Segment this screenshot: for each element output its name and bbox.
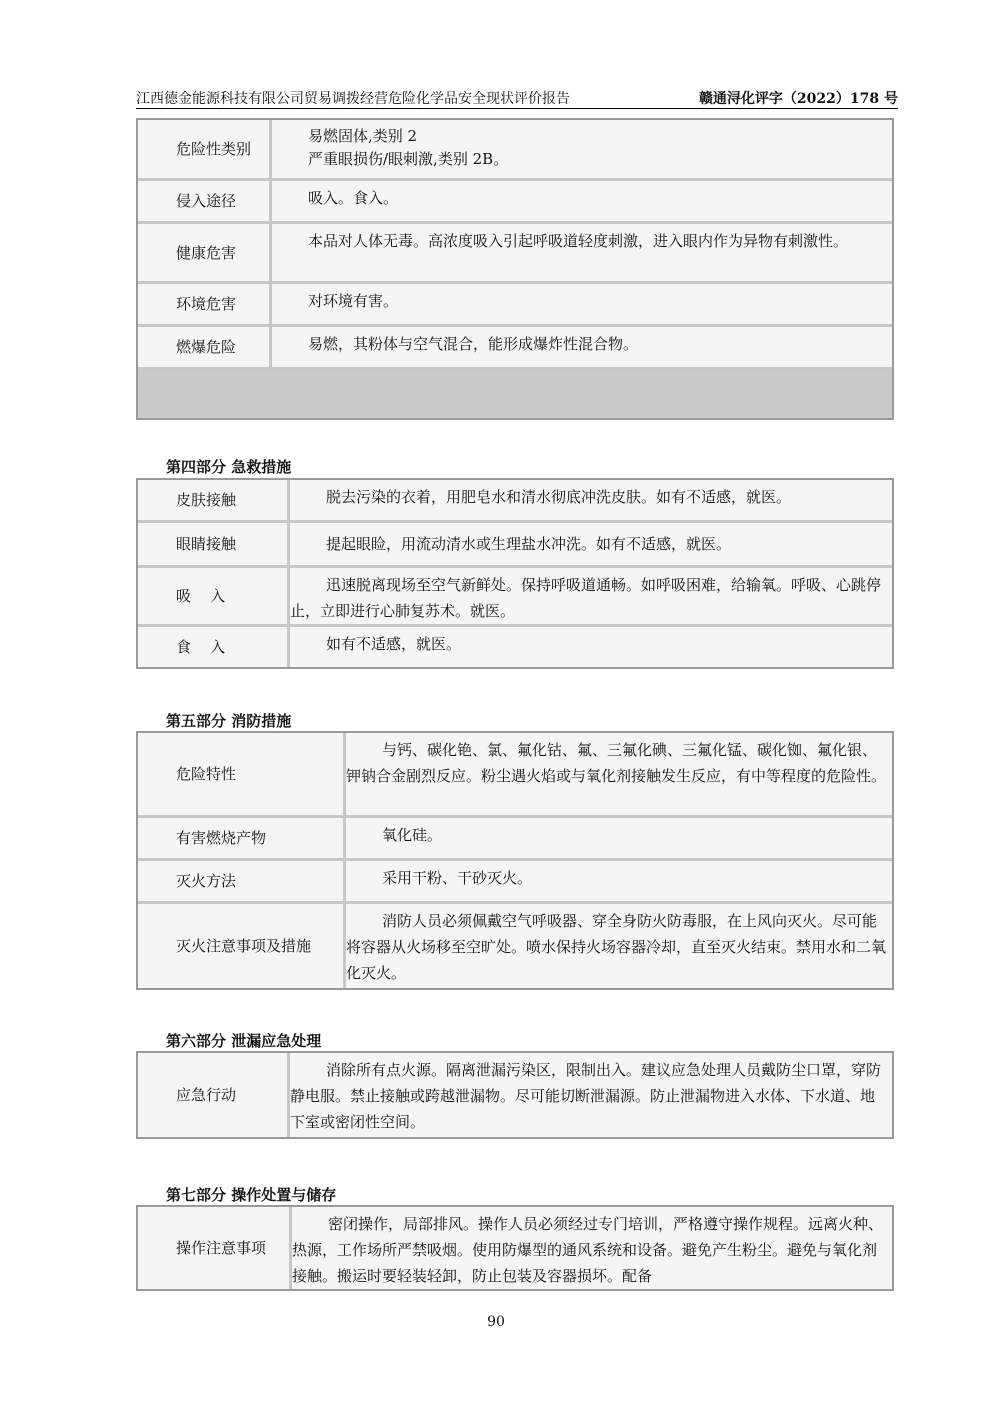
row-label: 食 入 bbox=[138, 627, 290, 667]
row-value bbox=[290, 1053, 892, 1137]
table-row bbox=[138, 327, 892, 370]
report-number: 赣通浔化评字（2022）178 号 bbox=[698, 91, 898, 107]
page-header bbox=[136, 88, 898, 109]
table-row bbox=[138, 181, 892, 224]
table-row bbox=[138, 818, 892, 861]
row-text: 提起眼睑，用流动清水或生理盐水冲洗。如有不适感，就医。 bbox=[326, 535, 732, 553]
row-text: 吸入。食入。 bbox=[308, 189, 399, 207]
report-title: 江西德金能源科技有限公司贸易调拨经营危险化学品安全现状评价报告 bbox=[136, 91, 570, 107]
row-label: 眼睛接触 bbox=[138, 523, 290, 565]
table-row bbox=[138, 480, 892, 523]
row-text: 消防人员必须佩戴空气呼吸器、穿全身防火防毒服，在上风向灭火。尽可能将容器从火场移至空旷处。喷水保持火场容器冷却，直至灭火结束。禁用水和二氧化灭火。 bbox=[346, 912, 887, 982]
hazard-class-line-1: 易燃固体,类别 2 bbox=[308, 127, 418, 145]
row-value bbox=[272, 284, 892, 324]
row-label: 操作注意事项 bbox=[138, 1207, 292, 1289]
table-row bbox=[138, 568, 892, 627]
row-label: 健康危害 bbox=[138, 224, 272, 281]
row-value bbox=[346, 861, 892, 901]
table-row bbox=[138, 627, 892, 667]
spill-response-table bbox=[136, 1051, 894, 1139]
row-label: 有害燃烧产物 bbox=[138, 818, 346, 858]
row-text: 氧化硅。 bbox=[382, 826, 443, 844]
table-row bbox=[138, 1207, 892, 1289]
row-text: 密闭操作，局部排风。操作人员必须经过专门培训，严格遵守操作规程。远离火种、热源，工作场所严禁吸烟。使用防爆型的通风系统和设备。避免产生粉尘。避免与氧化剂接触。搬运时要轻装轻卸，防止包装及容器损坏。配备 bbox=[292, 1215, 884, 1285]
row-value bbox=[290, 523, 892, 565]
first-aid-table bbox=[136, 478, 894, 669]
row-text: 消除所有点火源。隔离泄漏污染区，限制出入。建议应急处理人员戴防尘口罩，穿防静电服。禁止接触或跨越泄漏物。尽可能切断泄漏源。防止泄漏物进入水体、下水道、地下室或密闭性空间。 bbox=[290, 1061, 882, 1131]
table-row bbox=[138, 1053, 892, 1137]
row-text: 采用干粉、干砂灭火。 bbox=[382, 869, 533, 887]
row-text: 脱去污染的衣着，用肥皂水和清水彻底冲洗皮肤。如有不适感，就医。 bbox=[326, 488, 792, 506]
row-value bbox=[272, 224, 892, 281]
row-label: 环境危害 bbox=[138, 284, 272, 324]
row-label: 侵入途径 bbox=[138, 181, 272, 221]
row-value bbox=[290, 568, 892, 624]
firefighting-table bbox=[136, 731, 894, 990]
row-text: 迅速脱离现场至空气新鲜处。保持呼吸道通畅。如呼吸困难，给输氧。呼吸、心跳停止，立即进行心肺复苏术。就医。 bbox=[290, 576, 882, 620]
row-label: 燃爆危险 bbox=[138, 327, 272, 367]
row-value bbox=[272, 327, 892, 367]
row-value bbox=[290, 480, 892, 520]
table-row bbox=[138, 523, 892, 568]
row-label: 危险性类别 bbox=[138, 120, 272, 178]
hazard-table bbox=[136, 118, 894, 420]
hazard-class-line-2: 严重眼损伤/眼刺激,类别 2B。 bbox=[308, 150, 509, 168]
empty-gray-row bbox=[138, 370, 892, 418]
table-row bbox=[138, 284, 892, 327]
row-label: 吸 入 bbox=[138, 568, 290, 624]
row-label: 危险特性 bbox=[138, 733, 346, 815]
section7-title: 第七部分 操作处置与储存 bbox=[166, 1186, 337, 1204]
table-row bbox=[138, 861, 892, 904]
table-row bbox=[138, 904, 892, 988]
row-text: 如有不适感，就医。 bbox=[326, 635, 462, 653]
row-label: 灭火方法 bbox=[138, 861, 346, 901]
section4-title: 第四部分 急救措施 bbox=[166, 458, 292, 476]
row-value bbox=[346, 818, 892, 858]
row-value bbox=[290, 627, 892, 667]
table-row bbox=[138, 224, 892, 284]
row-label: 应急行动 bbox=[138, 1053, 290, 1137]
row-label: 皮肤接触 bbox=[138, 480, 290, 520]
section5-title: 第五部分 消防措施 bbox=[166, 712, 292, 730]
row-text: 本品对人体无毒。高浓度吸入引起呼吸道轻度刺激，进入眼内作为异物有刺激性。 bbox=[308, 232, 849, 250]
row-label: 灭火注意事项及措施 bbox=[138, 904, 346, 988]
row-text: 易燃，其粉体与空气混合，能形成爆炸性混合物。 bbox=[308, 335, 639, 353]
row-value bbox=[292, 1207, 892, 1289]
table-row bbox=[138, 120, 892, 181]
row-value bbox=[272, 181, 892, 221]
page-number: 90 bbox=[487, 1314, 505, 1330]
section6-title: 第六部分 泄漏应急处理 bbox=[166, 1032, 322, 1050]
row-text: 与钙、碳化铯、氯、氟化钴、氟、三氟化碘、三氟化锰、碳化铷、氟化银、钾钠合金剧烈反应。粉尘遇火焰或与氧化剂接触发生反应，有中等程度的危险性。 bbox=[346, 741, 887, 785]
row-text: 对环境有害。 bbox=[308, 292, 399, 310]
row-value bbox=[272, 120, 892, 178]
row-value bbox=[346, 733, 892, 815]
row-value bbox=[346, 904, 892, 988]
handling-storage-table bbox=[136, 1205, 894, 1291]
table-row bbox=[138, 733, 892, 818]
